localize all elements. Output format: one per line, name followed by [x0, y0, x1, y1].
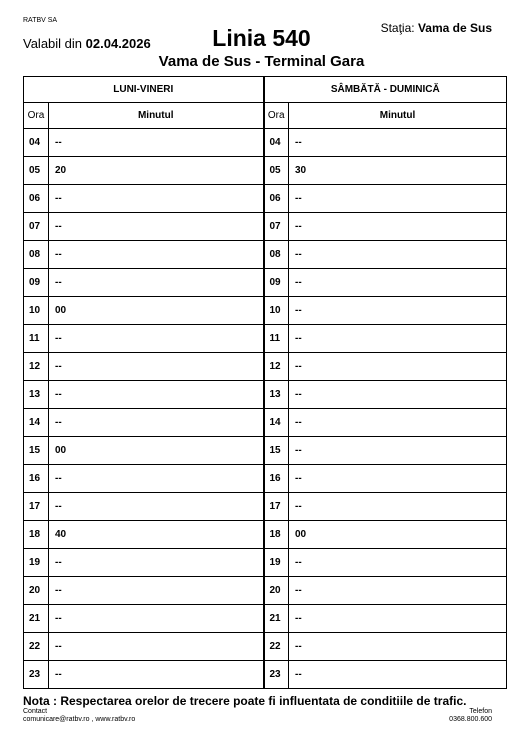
weekday-hour-cell: 06 [24, 185, 49, 213]
weekday-hour-cell: 08 [24, 241, 49, 269]
weekend-hour-cell: 12 [264, 353, 289, 381]
weekday-hour-header: Ora [24, 103, 49, 129]
table-row [24, 409, 507, 437]
weekend-hour-cell: 18 [264, 521, 289, 549]
weekend-minute-cell: -- [289, 129, 507, 157]
weekend-minute-cell: -- [289, 661, 507, 689]
weekday-hour-cell: 22 [24, 633, 49, 661]
weekday-minute-cell: 00 [49, 297, 264, 325]
weekend-minute-cell: -- [289, 185, 507, 213]
weekday-hour-cell: 05 [24, 157, 49, 185]
table-row [24, 465, 507, 493]
weekday-minute-cell: -- [49, 661, 264, 689]
weekday-minute-cell: -- [49, 269, 264, 297]
weekend-minute-cell: -- [289, 409, 507, 437]
table-row [24, 213, 507, 241]
weekday-minute-cell: -- [49, 129, 264, 157]
weekday-minute-cell: -- [49, 353, 264, 381]
weekend-minute-cell: -- [289, 353, 507, 381]
table-row [24, 521, 507, 549]
weekday-hour-cell: 23 [24, 661, 49, 689]
weekend-hour-cell: 22 [264, 633, 289, 661]
table-row [24, 381, 507, 409]
weekend-hour-cell: 17 [264, 493, 289, 521]
weekday-minute-cell: -- [49, 213, 264, 241]
phone-block [449, 708, 492, 724]
weekday-minute-cell: -- [49, 605, 264, 633]
weekend-hour-cell: 11 [264, 325, 289, 353]
weekday-minute-cell: -- [49, 577, 264, 605]
weekend-heading: SÂMBĂTĂ - DUMINICĂ [264, 77, 507, 103]
contact-block [23, 708, 135, 724]
weekday-hour-cell: 13 [24, 381, 49, 409]
weekday-minute-cell: -- [49, 549, 264, 577]
weekday-hour-cell: 11 [24, 325, 49, 353]
table-row [24, 129, 507, 157]
route-name: Vama de Sus - Terminal Gara [158, 53, 365, 70]
weekday-hour-cell: 15 [24, 437, 49, 465]
weekend-minute-cell: -- [289, 549, 507, 577]
table-row [24, 661, 507, 689]
weekday-hour-cell: 14 [24, 409, 49, 437]
weekend-minute-cell: -- [289, 605, 507, 633]
weekend-minute-header: Minutul [289, 103, 507, 129]
weekend-hour-cell: 15 [264, 437, 289, 465]
weekday-minute-cell: -- [49, 185, 264, 213]
footer-note: Nota : Respectarea orelor de trecere poate fi influentata de conditiile de trafic. [23, 694, 467, 708]
weekend-hour-cell: 05 [264, 157, 289, 185]
weekday-hour-cell: 12 [24, 353, 49, 381]
table-row [24, 185, 507, 213]
weekday-hour-cell: 20 [24, 577, 49, 605]
weekend-minute-cell: -- [289, 465, 507, 493]
table-row [24, 577, 507, 605]
table-row [24, 605, 507, 633]
table-row [24, 437, 507, 465]
weekday-hour-cell: 16 [24, 465, 49, 493]
weekday-hour-cell: 10 [24, 297, 49, 325]
weekend-hour-cell: 16 [264, 465, 289, 493]
table-row [24, 157, 507, 185]
table-row [24, 269, 507, 297]
weekend-hour-cell: 08 [264, 241, 289, 269]
table-row [24, 633, 507, 661]
weekend-minute-cell: 30 [289, 157, 507, 185]
weekend-minute-cell: -- [289, 577, 507, 605]
weekday-hour-cell: 21 [24, 605, 49, 633]
weekend-hour-cell: 10 [264, 297, 289, 325]
weekend-minute-cell: -- [289, 381, 507, 409]
weekend-hour-cell: 09 [264, 269, 289, 297]
weekday-minute-cell: -- [49, 633, 264, 661]
weekend-minute-cell: -- [289, 213, 507, 241]
weekday-minute-cell: -- [49, 381, 264, 409]
weekday-hour-cell: 09 [24, 269, 49, 297]
weekend-minute-cell: -- [289, 269, 507, 297]
valid-date: 02.04.2026 [85, 36, 151, 51]
table-row [24, 297, 507, 325]
weekday-minute-cell: 20 [49, 157, 264, 185]
weekend-hour-cell: 04 [264, 129, 289, 157]
weekday-minute-cell: 00 [49, 437, 264, 465]
weekend-hour-header: Ora [264, 103, 289, 129]
weekend-hour-cell: 06 [264, 185, 289, 213]
station-name: Vama de Sus [417, 21, 492, 35]
table-row [24, 325, 507, 353]
weekend-hour-cell: 20 [264, 577, 289, 605]
weekday-hour-cell: 07 [24, 213, 49, 241]
weekend-minute-cell: 00 [289, 521, 507, 549]
weekday-hour-cell: 19 [24, 549, 49, 577]
phone-label: Telefon [469, 708, 492, 715]
phone-value: 0368.800.600 [449, 716, 492, 723]
weekend-hour-cell: 21 [264, 605, 289, 633]
valid-label: Valabil din [23, 36, 83, 51]
weekend-minute-cell: -- [289, 325, 507, 353]
table-row [24, 241, 507, 269]
weekday-hour-cell: 18 [24, 521, 49, 549]
weekday-minute-cell: -- [49, 465, 264, 493]
weekday-minute-cell: -- [49, 241, 264, 269]
timetable [23, 76, 507, 689]
weekday-heading: LUNI-VINERI [24, 77, 264, 103]
weekend-hour-cell: 23 [264, 661, 289, 689]
weekday-minute-cell: 40 [49, 521, 264, 549]
weekend-hour-cell: 14 [264, 409, 289, 437]
table-row [24, 549, 507, 577]
contact-value: comunicare@ratbv.ro , www.ratbv.ro [23, 716, 136, 723]
weekend-minute-cell: -- [289, 241, 507, 269]
table-row [24, 353, 507, 381]
weekday-minute-cell: -- [49, 409, 264, 437]
weekday-hour-cell: 17 [24, 493, 49, 521]
weekday-minute-cell: -- [49, 493, 264, 521]
weekend-minute-cell: -- [289, 633, 507, 661]
weekday-minute-cell: -- [49, 325, 264, 353]
weekday-hour-cell: 04 [24, 129, 49, 157]
weekend-minute-cell: -- [289, 493, 507, 521]
table-row [24, 493, 507, 521]
weekend-hour-cell: 13 [264, 381, 289, 409]
weekend-hour-cell: 19 [264, 549, 289, 577]
weekend-minute-cell: -- [289, 297, 507, 325]
weekday-minute-header: Minutul [49, 103, 264, 129]
contact-label: Contact [23, 708, 48, 715]
operator-name: RATBV SA [23, 17, 58, 24]
station-label: Staţia: [380, 21, 415, 35]
weekend-minute-cell: -- [289, 437, 507, 465]
line-title: Linia 540 [212, 25, 311, 51]
weekend-hour-cell: 07 [264, 213, 289, 241]
